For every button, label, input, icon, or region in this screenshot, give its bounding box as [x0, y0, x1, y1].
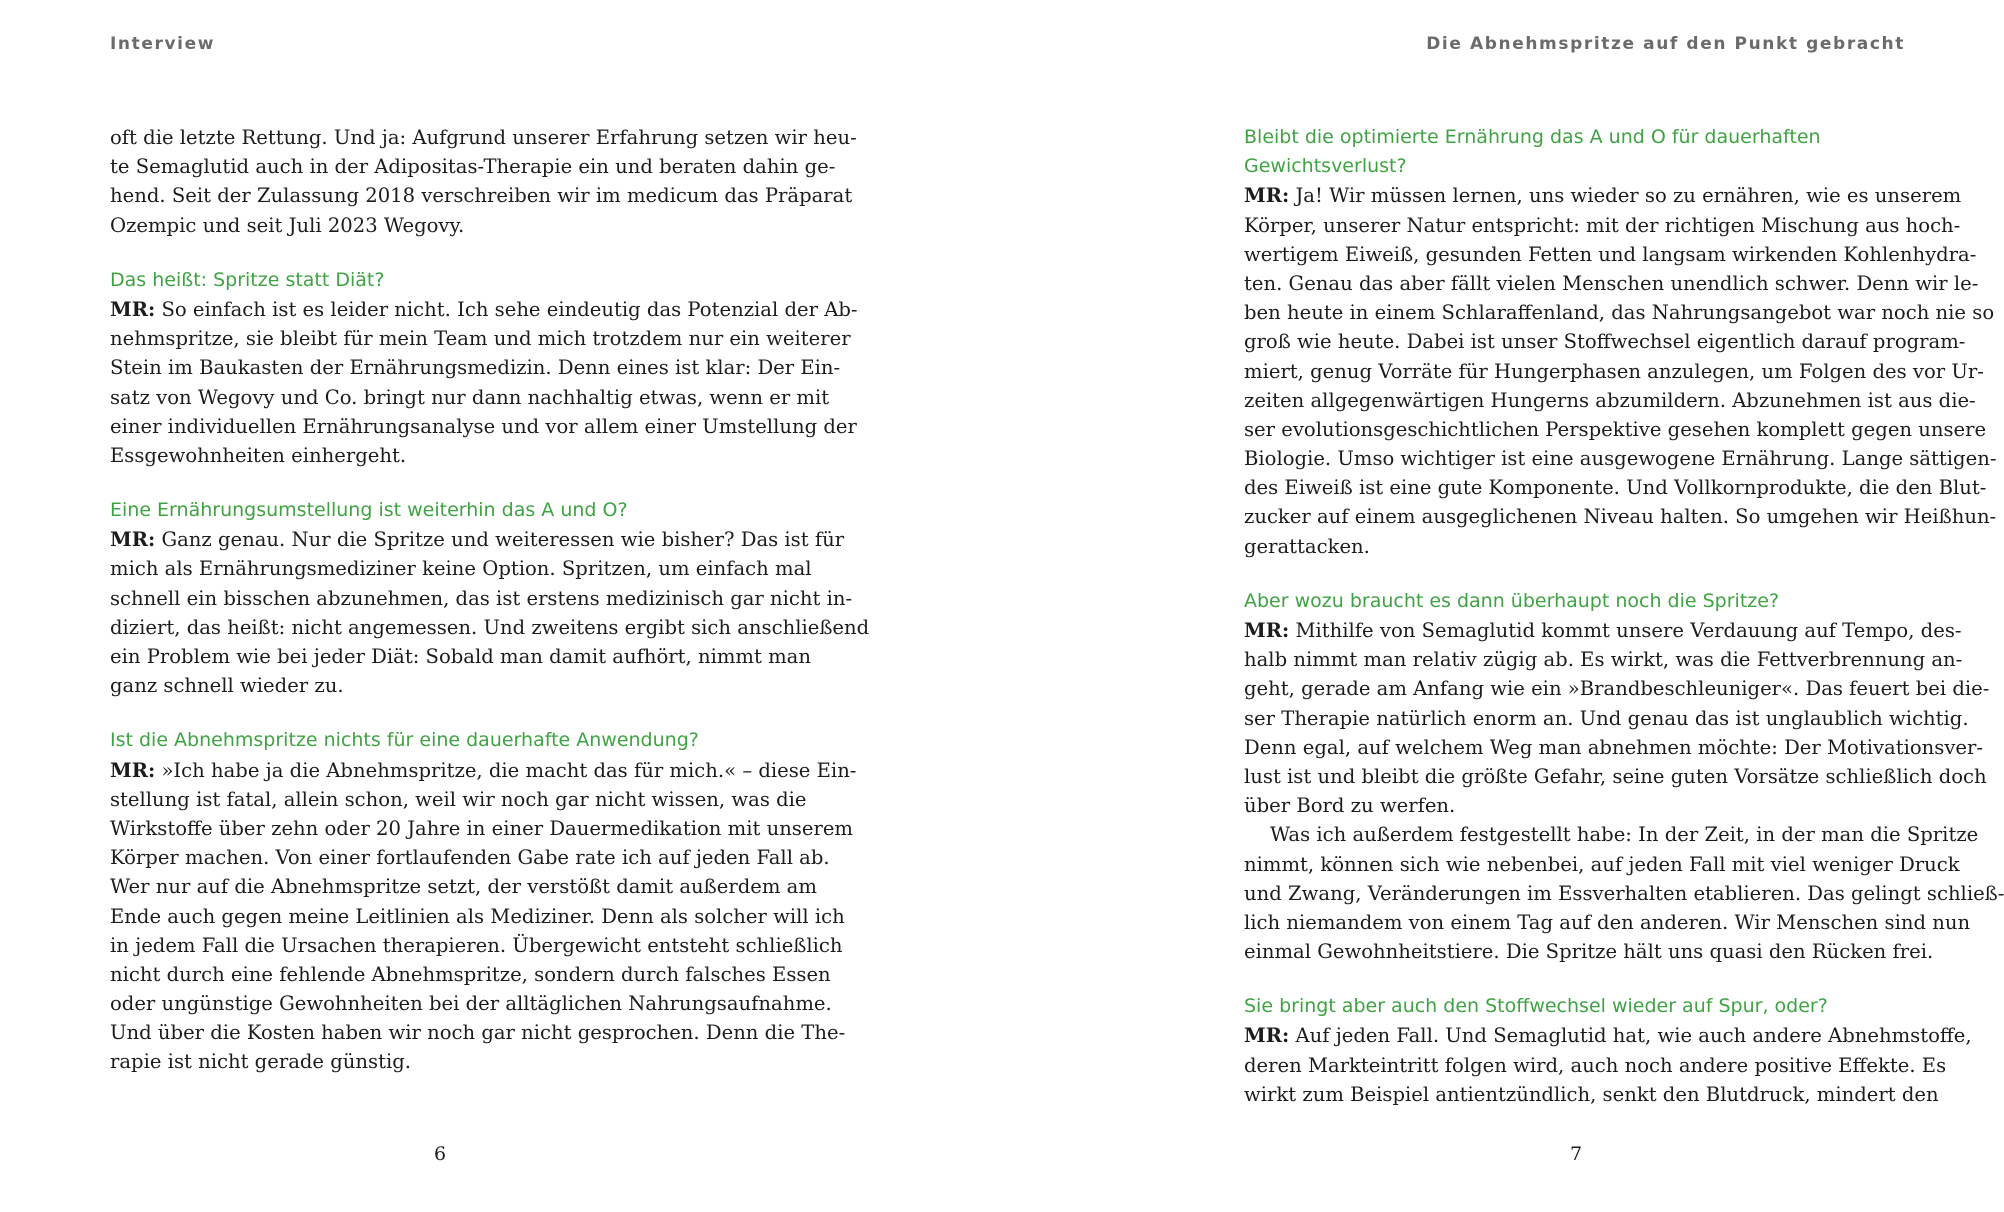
- speaker-label: MR:: [1244, 1024, 1290, 1048]
- block-gap: [110, 240, 775, 266]
- text-line: ein Problem wie bei jeder Diät: Sobald man damit aufhört, nimmt man: [110, 645, 811, 668]
- block-gap: [110, 700, 775, 726]
- answer-text: Auf jeden Fall. Und Semaglutid hat, wie auch andere Abnehmstoffe,: [1289, 1024, 1972, 1048]
- speaker-label: MR:: [110, 528, 156, 552]
- interview-question: Ist die Abnehmspritze nichts für eine dauerhafte Anwendung?: [110, 729, 699, 752]
- block-gap: [1244, 966, 1909, 992]
- text-line: ganz schnell wieder zu.: [110, 674, 344, 698]
- text-line: [110, 295, 858, 324]
- interview-question: Eine Ernährungsumstellung ist weiterhin das A und O?: [110, 499, 628, 522]
- right-page: [1000, 0, 2004, 1212]
- text-line: nicht durch eine fehlende Abnehmspritze, sondern durch falsches Essen: [110, 962, 831, 986]
- answer-text: »Ich habe ja die Abnehmspritze, die macht das für mich.« – diese Ein-: [155, 758, 857, 782]
- text-line: [1244, 616, 1962, 645]
- text-line: nimmt, können sich wie nebenbei, auf jeden Fall mit viel weniger Druck: [1244, 852, 1960, 876]
- text-line: oft die letzte Rettung. Und ja: Aufgrund unserer Erfahrung setzen wir heu-: [110, 126, 857, 149]
- answer-paragraph: [110, 295, 858, 470]
- answer-paragraph: [1244, 181, 1997, 560]
- text-line: miert, genug Vorräte für Hungerphasen anzulegen, um Folgen des vor Ur-: [1244, 359, 1984, 383]
- text-line: Und über die Kosten haben wir noch gar nicht gesprochen. Denn die The-: [110, 1021, 846, 1045]
- block-gap: [1244, 561, 1909, 587]
- text-line: oder ungünstige Gewohnheiten bei der alltäglichen Nahrungsaufnahme.: [110, 992, 832, 1016]
- interview-question-line: Bleibt die optimierte Ernährung das A und O für dauerhaften: [1244, 126, 1821, 148]
- left-page: [0, 0, 1000, 1212]
- text-line: Stein im Baukasten der Ernährungsmedizin. Denn eines ist klar: Der Ein-: [110, 356, 841, 380]
- speaker-label: MR:: [1244, 184, 1290, 208]
- text-line: Ozempic und seit Juli 2023 Wegovy.: [110, 213, 465, 237]
- text-line: ben heute in einem Schlaraffenland, das Nahrungsangebot war noch nie so: [1244, 301, 1995, 325]
- text-line: diziert, das heißt: nicht angemessen. Und zweitens ergibt sich anschließend: [110, 615, 870, 639]
- text-line: des Eiweiß ist eine gute Komponente. Und Vollkornprodukte, die den Blut-: [1244, 476, 1987, 500]
- text-line: und Zwang, Veränderungen im Essverhalten etablieren. Das gelingt schließ-: [1244, 881, 2004, 905]
- left-text-column: [110, 123, 870, 1077]
- text-line: schnell ein bisschen abzunehmen, das ist erstens medizinisch gar nicht in-: [110, 586, 853, 610]
- text-line: gerattacken.: [1244, 534, 1370, 558]
- text-line: mich als Ernährungsmediziner keine Option. Spritzen, um einfach mal: [110, 557, 812, 581]
- text-line: [110, 525, 845, 554]
- text-paragraph: [110, 123, 857, 240]
- answer-paragraph: [110, 756, 857, 1077]
- text-line: halb nimmt man relativ zügig ab. Es wirkt, was die Fettverbrennung an-: [1244, 648, 1963, 672]
- text-line: [110, 756, 857, 785]
- text-line: rapie ist nicht gerade günstig.: [110, 1050, 411, 1074]
- text-line: nehmspritze, sie bleibt für mein Team und mich trotzdem nur ein weiterer: [110, 327, 851, 351]
- text-line: einer individuellen Ernährungsanalyse und vor allem einer Umstellung der: [110, 414, 857, 438]
- answer-text: Ganz genau. Nur die Spritze und weiteressen wie bisher? Das ist für: [155, 528, 845, 552]
- text-line: deren Markteintritt folgen wird, auch noch andere positive Effekte. Es: [1244, 1053, 1947, 1077]
- right-text-column: [1244, 123, 2004, 1109]
- text-line: [1244, 181, 1962, 210]
- text-line: [1244, 1021, 1972, 1050]
- answer-paragraph: [1244, 616, 1990, 820]
- answer-text: Ja! Wir müssen lernen, uns wieder so zu ernähren, wie es unserem: [1289, 184, 1962, 208]
- speaker-label: MR:: [110, 758, 156, 782]
- text-line: groß wie heute. Dabei ist unser Stoffwechsel eigentlich darauf program-: [1244, 330, 1966, 354]
- text-line: Essgewohnheiten einhergeht.: [110, 443, 407, 467]
- text-line: über Bord zu werfen.: [1244, 794, 1456, 818]
- text-paragraph: [1244, 820, 2004, 966]
- text-line: Ende auch gegen meine Leitlinien als Mediziner. Denn als solcher will ich: [110, 904, 845, 928]
- interview-question-line: Gewichtsverlust?: [1244, 155, 1407, 178]
- text-line: ser Therapie natürlich enorm an. Und genau das ist unglaublich wichtig.: [1244, 706, 1969, 730]
- text-line: Was ich außerdem festgestellt habe: In der Zeit, in der man die Spritze: [1270, 823, 1979, 847]
- text-line: Biologie. Umso wichtiger ist eine ausgewogene Ernährung. Lange sättigen-: [1244, 447, 1997, 471]
- page-number-right: 7: [1570, 1143, 1583, 1165]
- speaker-label: MR:: [1244, 619, 1290, 642]
- block-gap: [110, 470, 775, 496]
- text-line: hend. Seit der Zulassung 2018 verschreiben wir im medicum das Präparat: [110, 184, 853, 208]
- text-line: lust ist und bleibt die größte Gefahr, seine guten Vorsätze schließlich doch: [1244, 764, 1987, 788]
- text-line: wirkt zum Beispiel antientzündlich, senkt den Blutdruck, mindert den: [1244, 1082, 1939, 1106]
- text-line: ten. Genau das aber fällt vielen Menschen unendlich schwer. Denn wir le-: [1244, 271, 1979, 295]
- running-head-left: Interview: [110, 34, 216, 54]
- text-line: Wer nur auf die Abnehmspritze setzt, der verstößt damit außerdem am: [110, 875, 817, 899]
- answer-paragraph: [110, 525, 870, 700]
- answer-text: Mithilfe von Semaglutid kommt unsere Verdauung auf Tempo, des-: [1289, 619, 1962, 642]
- text-line: Denn egal, auf welchem Weg man abnehmen möchte: Der Motivationsver-: [1244, 735, 1984, 759]
- interview-question: Das heißt: Spritze statt Diät?: [110, 268, 385, 291]
- text-line: stellung ist fatal, allein schon, weil wir noch gar nicht wissen, was die: [110, 787, 807, 811]
- interview-question: Sie bringt aber auch den Stoffwechsel wieder auf Spur, oder?: [1244, 995, 1828, 1018]
- text-line: geht, gerade am Anfang wie ein »Brandbeschleuniger«. Das feuert bei die-: [1244, 677, 1990, 701]
- running-head-right: Die Abnehmspritze auf den Punkt gebracht: [1426, 34, 1905, 54]
- text-line: einmal Gewohnheitstiere. Die Spritze hält uns quasi den Rücken frei.: [1244, 940, 1934, 964]
- page-number-left: 6: [434, 1143, 447, 1165]
- text-line: satz von Wegovy und Co. bringt nur dann nachhaltig etwas, wenn er mit: [110, 385, 830, 409]
- answer-paragraph: [1244, 1021, 1972, 1109]
- text-line: wertigem Eiweiß, gesunden Fetten und langsam wirkenden Kohlenhydra-: [1244, 242, 1977, 266]
- text-line: Wirkstoffe über zehn oder 20 Jahre in einer Dauermedikation mit unserem: [110, 816, 854, 840]
- text-line: zucker auf einem ausgeglichenen Niveau halten. So umgehen wir Heißhun-: [1244, 505, 1997, 529]
- text-line: Körper machen. Von einer fortlaufenden Gabe rate ich auf jeden Fall ab.: [110, 846, 830, 870]
- text-line: Körper, unserer Natur entspricht: mit der richtigen Mischung aus hoch-: [1244, 213, 1961, 237]
- text-line: ser evolutionsgeschichtlichen Perspektive gesehen komplett gegen unsere: [1244, 417, 1987, 441]
- text-line: te Semaglutid auch in der Adipositas-Therapie ein und beraten dahin ge-: [110, 155, 836, 179]
- interview-question: Aber wozu braucht es dann überhaupt noch die Spritze?: [1244, 589, 1780, 612]
- text-line: in jedem Fall die Ursachen therapieren. Übergewicht entsteht schließlich: [110, 933, 843, 957]
- speaker-label: MR:: [110, 297, 156, 321]
- answer-text: So einfach ist es leider nicht. Ich sehe eindeutig das Potenzial der Ab-: [155, 297, 858, 321]
- text-line: zeiten allgegenwärtigen Hungerns abzumildern. Abzunehmen ist aus die-: [1244, 388, 1976, 412]
- text-line: lich niemandem von einem Tag auf den anderen. Wir Menschen sind nun: [1244, 910, 1971, 934]
